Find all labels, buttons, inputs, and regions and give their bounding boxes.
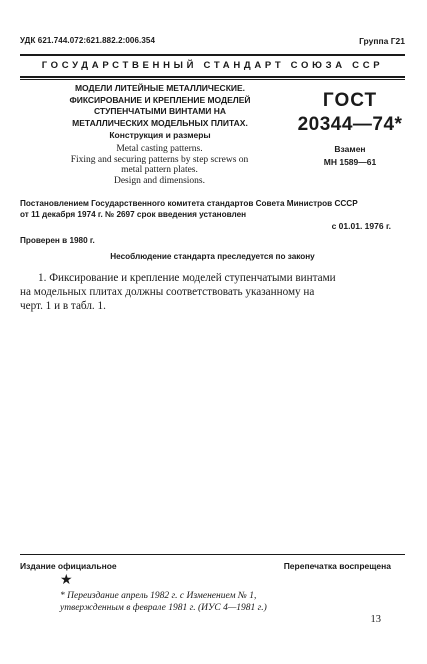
decree-line: от 11 декабря 1974 г. № 2697 срок введения установлен (20, 210, 247, 219)
title-en-line: metal pattern plates. (121, 165, 198, 175)
title-en-line: Design and dimensions. (113, 175, 206, 186)
top-rule (20, 54, 405, 56)
gost-number: 20344—74* (297, 114, 403, 135)
paragraph-line: 1. Фиксирование и крепление моделей ступенчатыми винтами (38, 272, 336, 284)
heading-rule-thin (20, 79, 405, 80)
title-ru-line: СТУПЕНЧАТЫМИ ВИНТАМИ НА (93, 106, 227, 116)
subtitle-russian: Конструкция и размеры (109, 130, 211, 140)
checked-year: Проверен в 1980 г. (20, 236, 95, 245)
heading-rule-thick (20, 76, 405, 78)
law-notice: Несоблюдение стандарта преследуется по закону (110, 252, 315, 261)
replaces-label: Взамен (334, 144, 366, 154)
edition-label: Издание официальное (20, 561, 117, 571)
udk-code: УДК 621.744.072:621.882.2:006.354 (20, 36, 155, 45)
reissue-note (60, 590, 380, 614)
paragraph-line: черт. 1 и в табл. 1. (20, 300, 106, 312)
star-icon: ★ (60, 571, 73, 587)
decree-text (20, 198, 415, 220)
gov-standard-heading: ГОСУДАРСТВЕННЫЙ СТАНДАРТ СОЮЗА ССР (41, 60, 384, 71)
effective-date: с 01.01. 1976 г. (331, 221, 391, 231)
page-number: 13 (370, 614, 381, 625)
note-line: утвержденным в феврале 1981 г. (ИУС 4—1981 г.) (60, 603, 267, 613)
gost-label: ГОСТ (322, 90, 378, 111)
paragraph-line: на модельных плитах должны соответствовать указанному на (20, 286, 315, 298)
title-russian (50, 83, 270, 129)
title-ru-line: МОДЕЛИ ЛИТЕЙНЫЕ МЕТАЛЛИЧЕСКИЕ. (74, 83, 246, 93)
decree-line: Постановлением Государственного комитета стандартов Совета Министров СССР (20, 199, 358, 208)
body-paragraph (20, 271, 393, 313)
reprint-notice: Перепечатка воспрещена (283, 561, 391, 571)
footer-rule (20, 554, 405, 555)
title-en-line: Fixing and securing patterns by step screws on (70, 154, 249, 165)
note-line: * Переиздание апрель 1982 г. с Изменением № 1, (60, 591, 257, 601)
replaces-value: МН 1589—61 (323, 157, 377, 167)
title-ru-line: МЕТАЛЛИЧЕСКИХ МОДЕЛЬНЫХ ПЛИТАХ. (72, 117, 248, 128)
title-ru-line: ФИКСИРОВАНИЕ И КРЕПЛЕНИЕ МОДЕЛЕЙ (69, 94, 251, 105)
title-en-line: Metal casting patterns. (116, 144, 203, 154)
group-code: Группа Г21 (359, 36, 405, 46)
title-english (22, 144, 297, 186)
